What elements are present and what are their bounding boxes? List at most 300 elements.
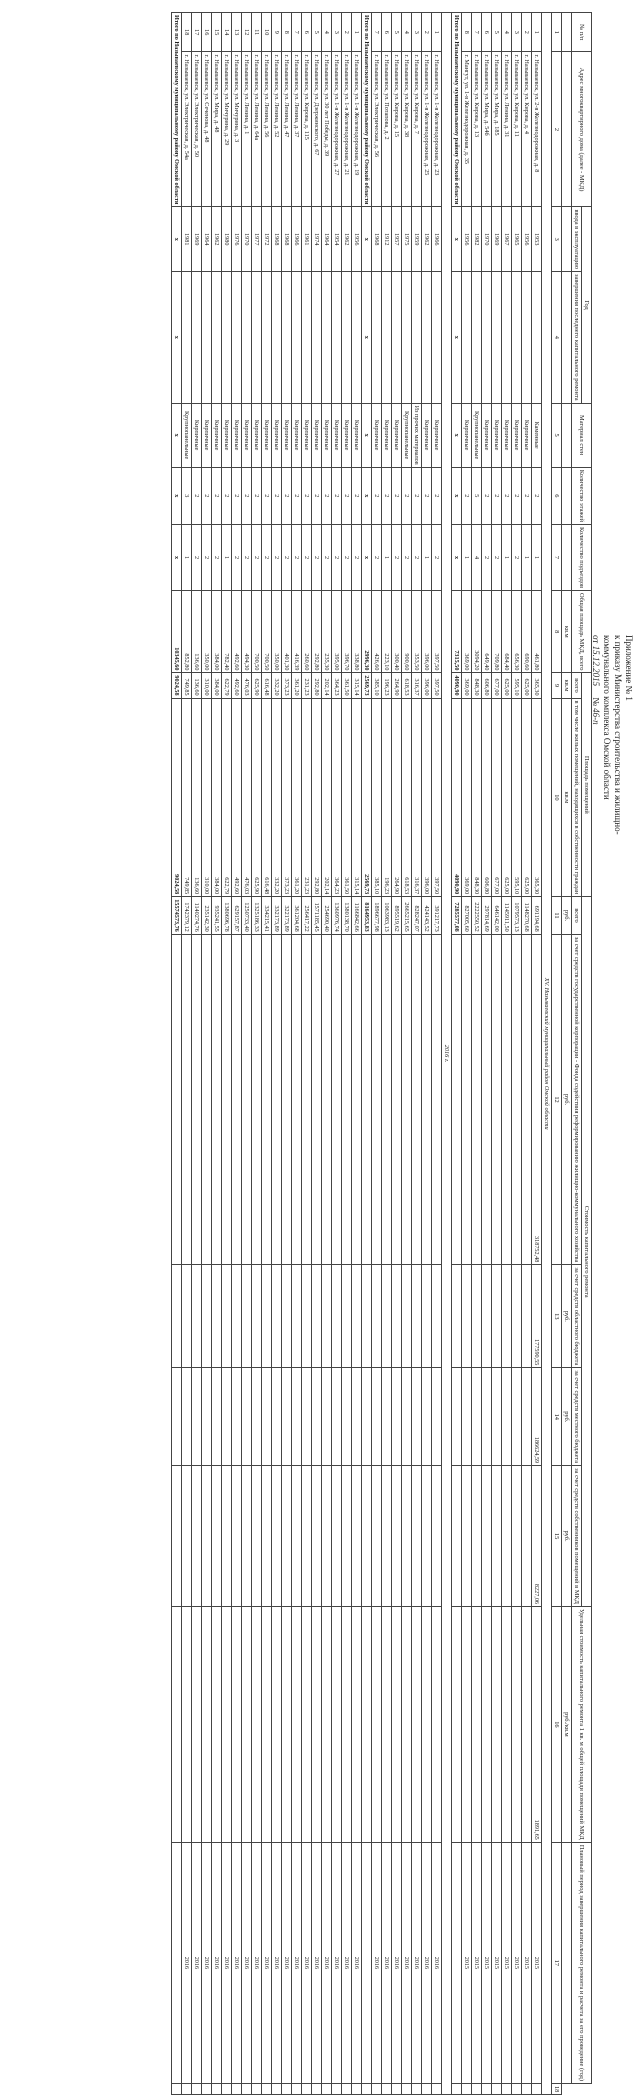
column-numbers-row (552, 13, 562, 2095)
row-number: 14 (222, 13, 232, 52)
row-unit-cost (232, 1607, 242, 1843)
row-year-repair (522, 272, 532, 404)
row-number: 17 (192, 13, 202, 52)
total-area-total: 10345,60 (172, 591, 182, 673)
row-wall: Кирпичные (222, 403, 232, 467)
table-cell (342, 2083, 352, 2094)
row-entrances: 1 (502, 525, 512, 591)
row-year-repair (312, 272, 322, 404)
row-year-repair (302, 272, 312, 404)
column-number: 8 (552, 591, 562, 673)
row-entrances: 2 (242, 525, 252, 591)
row-period: 2016 (212, 1842, 222, 2083)
row-cost-owners (282, 1466, 292, 1607)
col-period: Плановый период завершения капитального ремонта и расчета за его проведение (год) (572, 1842, 592, 2083)
column-number: 12 (552, 934, 562, 1265)
row-cost-local (422, 1368, 432, 1466)
row-cost-fund (472, 934, 482, 1265)
table-cell (222, 2083, 232, 2094)
row-floors: 2 (322, 467, 332, 524)
table-row (472, 13, 482, 2095)
row-year-repair (272, 272, 282, 404)
row-year-built: 1912 (382, 207, 392, 272)
row-cost-total: 235142,30 (202, 897, 212, 934)
row-cost-local (402, 1368, 412, 1466)
table-cell (352, 2083, 362, 2094)
row-area-total: 353,50 (412, 591, 422, 673)
row-area-total: 397,50 (432, 591, 442, 673)
row-year-repair (252, 272, 262, 404)
table-cell: x (452, 272, 462, 404)
column-number: 14 (552, 1368, 562, 1466)
col-floors: Количество этажей (572, 467, 592, 524)
table-cell: x (362, 525, 372, 591)
order-reference: к приказу Министерства строительства и жилищно-коммунального комплекса Омской области (602, 635, 623, 835)
row-area-citizens: 231,23 (302, 698, 312, 897)
row-cost-total: 391217,73 (432, 897, 442, 934)
col-cost-group: Стоимость капитального ремонта (582, 897, 592, 1607)
row-number: 7 (292, 13, 302, 52)
row-entrances: 2 (342, 525, 352, 591)
row-floors: 2 (212, 467, 222, 524)
row-floors: 2 (292, 467, 302, 524)
row-floors: 2 (302, 467, 312, 524)
row-area-all: 264,90 (392, 673, 402, 698)
row-area-all: 625,90 (252, 673, 262, 698)
row-cost-region (312, 1265, 322, 1368)
table-cell (172, 2083, 182, 2094)
table-cell (232, 2083, 242, 2094)
table-cell (172, 934, 182, 1265)
row-area-total: 649,40 (482, 591, 492, 673)
row-wall: Кирпичные (192, 403, 202, 467)
row-cost-owners: 8227,06 (532, 1466, 542, 1607)
row-cost-fund (242, 934, 252, 1265)
row-address: г. Называевск, ул. Сеченова, д. 48 (202, 52, 212, 207)
total-area-total: 7315,50 (452, 591, 462, 673)
row-entrances: 2 (192, 525, 202, 591)
row-area-citizens: 476,03 (242, 698, 252, 897)
row-year-repair (432, 272, 442, 404)
row-cost-total: 361204,68 (292, 897, 302, 934)
row-cost-fund (462, 934, 472, 1265)
row-year-built: 1959 (412, 207, 422, 272)
row-period: 2015 (492, 1842, 502, 2083)
table-cell: x (172, 403, 182, 467)
row-wall: Кирпичные (352, 403, 362, 467)
row-unit-cost: 1891,65 (532, 1607, 542, 1843)
row-floors: 2 (432, 467, 442, 524)
row-cost-region (412, 1265, 422, 1368)
row-address: г. Называевск, ул. Мира, д. 54б (482, 52, 492, 207)
row-cost-fund (512, 934, 522, 1265)
column-number: 1 (552, 13, 562, 52)
row-cost-total: 322173,89 (282, 897, 292, 934)
row-cost-region (252, 1265, 262, 1368)
row-year-built: 1962 (422, 207, 432, 272)
table-row (252, 13, 262, 2095)
row-cost-local (462, 1368, 472, 1466)
table-cell (452, 934, 462, 1265)
row-area-total: 223,10 (382, 591, 392, 673)
row-wall: Кирпичные (282, 403, 292, 467)
table-cell: x (362, 403, 372, 467)
row-area-total: 852,80 (182, 591, 192, 673)
row-wall: Кирпичные (292, 403, 302, 467)
total-label: Итого по Называевскому муниципальному району Омской области (172, 13, 182, 207)
row-year-built: 1967 (502, 207, 512, 272)
row-unit-cost (282, 1607, 292, 1843)
row-cost-region (492, 1265, 502, 1368)
column-number: 13 (552, 1265, 562, 1368)
table-cell (502, 2083, 512, 2094)
row-area-citizens: 625,00 (522, 698, 532, 897)
row-address: г. Называевск, ул. Электрическая, д. 54а (182, 52, 192, 207)
table-row (532, 13, 542, 2095)
row-wall: Кирпичные (422, 403, 432, 467)
row-year-repair (242, 272, 252, 404)
row-cost-total: 1148270,68 (522, 897, 532, 934)
row-cost-owners (252, 1466, 262, 1607)
row-number: 7 (472, 13, 482, 52)
row-area-total: 416,39 (292, 591, 302, 673)
row-floors: 2 (522, 467, 532, 524)
row-cost-local (342, 1368, 352, 1466)
row-cost-region (272, 1265, 282, 1368)
row-number: 16 (202, 13, 212, 52)
row-cost-owners (332, 1466, 342, 1607)
table-row (322, 13, 332, 2095)
row-area-all: 492,60 (232, 673, 242, 698)
row-period: 2016 (202, 1842, 212, 2083)
table-row (302, 13, 312, 2095)
row-year-repair (352, 272, 362, 404)
row-cost-fund (392, 934, 402, 1265)
row-cost-fund (352, 934, 362, 1265)
row-floors: 2 (262, 467, 272, 524)
row-address: г. Называевск, ул. 2-я Железнодорожная, д. 8 (532, 52, 542, 207)
row-cost-owners (392, 1466, 402, 1607)
row-area-all: 202,14 (322, 673, 332, 698)
row-unit-cost (482, 1607, 492, 1843)
table-cell (462, 2083, 472, 2094)
row-year-built: 1982 (472, 207, 482, 272)
row-number: 5 (312, 13, 322, 52)
row-area-all: 618,53 (402, 673, 412, 698)
row-period: 2016 (392, 1842, 402, 2083)
row-area-total: 292,80 (312, 591, 322, 673)
row-wall: Кирпичные (392, 403, 402, 467)
row-unit-cost (522, 1607, 532, 1843)
table-row (412, 13, 422, 2095)
table-cell (242, 2083, 252, 2094)
row-floors: 2 (252, 467, 262, 524)
row-entrances: 4 (472, 525, 482, 591)
table-cell (412, 2083, 422, 2094)
table-row (492, 13, 502, 2095)
row-cost-total: 332173,89 (272, 897, 282, 934)
row-number: 13 (232, 13, 242, 52)
row-year-built: 1972 (262, 207, 272, 272)
row-year-repair (392, 272, 402, 404)
section-title: 2016 г. (442, 13, 452, 2095)
row-area-citizens: 595,10 (512, 698, 522, 897)
row-cost-owners (292, 1466, 302, 1607)
row-cost-total: 254690,40 (322, 897, 332, 934)
table-row (292, 13, 302, 2095)
table-cell (172, 1368, 182, 1466)
row-cost-fund (482, 934, 492, 1265)
row-cost-local (412, 1368, 422, 1466)
row-period: 2016 (222, 1842, 232, 2083)
col-entrances: Количество подъездов (572, 525, 592, 591)
row-unit-cost (472, 1607, 482, 1843)
row-cost-fund (432, 934, 442, 1265)
row-area-total: 656,30 (512, 591, 522, 673)
row-cost-local (202, 1368, 212, 1466)
row-area-total: 136,60 (192, 591, 202, 673)
row-cost-total: 1140274,76 (192, 897, 202, 934)
col-cost-total: всего (572, 897, 582, 934)
row-area-all: 625,00 (502, 673, 512, 698)
row-entrances: 1 (532, 525, 542, 591)
row-number: 6 (482, 13, 492, 52)
row-cost-owners (192, 1466, 202, 1607)
table-row (402, 13, 412, 2095)
row-cost-fund (342, 934, 352, 1265)
row-area-citizens: 622,79 (222, 698, 232, 897)
row-area-all: 315,14 (352, 673, 362, 698)
table-cell (492, 2083, 502, 2094)
total-area-total: 2996,30 (362, 591, 372, 673)
row-year-built: 1956 (462, 207, 472, 272)
row-year-repair (482, 272, 492, 404)
row-cost-fund (282, 934, 292, 1265)
row-cost-local (512, 1368, 522, 1466)
table-cell: x (172, 272, 182, 404)
row-cost-total: 1079573,13 (512, 897, 522, 934)
table-cell (262, 2083, 272, 2094)
row-area-total: 900,60 (402, 591, 412, 673)
row-address: г. Называевск, ул. Ленина, д. 64а (252, 52, 262, 207)
row-cost-region (182, 1265, 192, 1368)
row-wall: Крупнопанельные (402, 403, 412, 467)
row-area-total: 401,30 (282, 591, 292, 673)
total-area-all: 9024,58 (172, 673, 182, 698)
col-wall: Материал стен (572, 403, 592, 467)
column-number: 3 (552, 207, 562, 272)
row-cost-local (302, 1368, 312, 1466)
row-cost-region (472, 1265, 482, 1368)
row-area-total: 396,70 (342, 591, 352, 673)
row-area-citizens: 365,30 (532, 698, 542, 897)
row-cost-local (372, 1368, 382, 1466)
total-label: Итого по Называевскому муниципальному району Омской области (362, 13, 372, 207)
row-entrances: 2 (232, 525, 242, 591)
row-area-citizens: 202,14 (322, 698, 332, 897)
row-year-built: 1964 (322, 207, 332, 272)
row-area-all: 361,50 (342, 673, 352, 698)
row-entrances: 1 (222, 525, 232, 591)
table-row (432, 13, 442, 2095)
row-area-all: 332,20 (272, 673, 282, 698)
row-area-all: 397,50 (432, 673, 442, 698)
row-number: 8 (282, 13, 292, 52)
column-number: 4 (552, 272, 562, 404)
row-cost-owners (182, 1466, 192, 1607)
row-number: 3 (512, 13, 522, 52)
row-unit-cost (262, 1607, 272, 1843)
row-area-total: 260,60 (302, 591, 312, 673)
row-year-built: 1976 (232, 207, 242, 272)
row-wall: Кирпичные (372, 403, 382, 467)
row-period: 2016 (422, 1842, 432, 2083)
row-address: г. Называевск, ул. Мичурина, д. 29 (222, 52, 232, 207)
row-cost-fund: 318752,48 (532, 934, 542, 1265)
row-year-built: 1965 (512, 207, 522, 272)
row-floors: 2 (402, 467, 412, 524)
table-row (282, 13, 292, 2095)
row-year-built: 1966 (292, 207, 302, 272)
row-entrances: 2 (512, 525, 522, 591)
row-address: г. Называевск, ул. Кирова, д. 4 (522, 52, 532, 207)
row-cost-owners (322, 1466, 332, 1607)
row-floors: 2 (342, 467, 352, 524)
row-area-all: 616,48 (262, 673, 272, 698)
row-cost-region (382, 1265, 392, 1368)
table-cell (322, 2083, 332, 2094)
row-floors: 2 (352, 467, 362, 524)
row-year-built: 1962 (212, 207, 222, 272)
table-row (392, 13, 402, 2095)
row-cost-owners (402, 1466, 412, 1607)
row-entrances: 2 (322, 525, 332, 591)
row-wall: Кирпичные (502, 403, 512, 467)
row-number: 1 (432, 13, 442, 52)
row-year-repair (232, 272, 242, 404)
table-cell (452, 1607, 462, 1843)
col-area-all: всего (572, 673, 582, 698)
row-cost-region (232, 1265, 242, 1368)
row-area-citizens: 310,00 (202, 698, 212, 897)
row-address: г. Мангут, ул. 1-я Железнодорожная, д. 35 (462, 52, 472, 207)
register-body (172, 13, 552, 2095)
row-area-all: 476,03 (242, 673, 252, 698)
row-wall: Кирпичные (492, 403, 502, 467)
row-area-all: 231,23 (302, 673, 312, 698)
row-unit-cost (412, 1607, 422, 1843)
row-cost-region (322, 1265, 332, 1368)
row-floors: 2 (422, 467, 432, 524)
row-entrances: 1 (462, 525, 472, 591)
row-year-built: 1964 (202, 207, 212, 272)
row-period: 2016 (332, 1842, 342, 2083)
row-cost-owners (522, 1466, 532, 1607)
table-row (462, 13, 472, 2095)
row-number: 3 (412, 13, 422, 52)
row-period: 2016 (342, 1842, 352, 2083)
row-year-built: 1966 (432, 207, 442, 272)
row-area-citizens: 292,80 (312, 698, 322, 897)
table-row (242, 13, 252, 2095)
row-area-citizens: 385,10 (372, 698, 382, 897)
row-cost-local (522, 1368, 532, 1466)
row-entrances: 2 (302, 525, 312, 591)
row-address: г. Называевск, ул. Кирова, д. 13 (472, 52, 482, 207)
row-period: 2016 (192, 1842, 202, 2083)
row-cost-local (212, 1368, 222, 1466)
row-wall: Кирпичные (432, 403, 442, 467)
row-cost-total: 1380138,70 (342, 897, 352, 934)
row-cost-local (232, 1368, 242, 1466)
section-row (442, 13, 452, 2095)
row-number: 5 (492, 13, 502, 52)
row-area-citizens: 384,00 (212, 698, 222, 897)
row-number: 3 (332, 13, 342, 52)
table-cell: x (362, 467, 372, 524)
row-floors: 2 (462, 467, 472, 524)
row-address: г. Называевск, ул. 1-я Железнодорожная, д. 21 (342, 52, 352, 207)
row-unit-cost (222, 1607, 232, 1843)
row-unit-cost (302, 1607, 312, 1843)
table-row (342, 13, 352, 2095)
row-address: г. Называевск, ул. Потапова, д. 2 (382, 52, 392, 207)
row-area-total: 461,80 (532, 591, 542, 673)
row-address: г. Называевск, ул. Кирова, д. 11 (512, 52, 522, 207)
column-number: 7 (552, 525, 562, 591)
row-year-built: 1968 (282, 207, 292, 272)
table-cell (452, 2083, 462, 2094)
table-cell (332, 2083, 342, 2094)
row-entrances: 2 (432, 525, 442, 591)
row-period: 2016 (382, 1842, 392, 2083)
row-cost-region (422, 1265, 432, 1368)
row-floors: 3 (182, 467, 192, 524)
col-cost-fund: за счет средств государственной корпорации - Фонда содействия реформированию жилищно-коммунального хозяйства (572, 934, 582, 1265)
row-address: г. Называевск, ул. Мира, д. 48 (212, 52, 222, 207)
row-area-citizens: 677,00 (492, 698, 502, 897)
total-row (362, 13, 372, 2095)
row-cost-fund (302, 934, 312, 1265)
table-cell: x (452, 467, 462, 524)
row-cost-owners (232, 1466, 242, 1607)
row-cost-region (282, 1265, 292, 1368)
row-area-total: 300,40 (392, 591, 402, 673)
row-year-built: 1981 (182, 207, 192, 272)
row-cost-owners (422, 1466, 432, 1607)
row-period: 2016 (282, 1842, 292, 2083)
row-cost-region (352, 1265, 362, 1368)
table-cell (172, 1466, 182, 1607)
row-cost-owners (382, 1466, 392, 1607)
table-cell (482, 2083, 492, 2094)
row-area-citizens: 315,14 (352, 698, 362, 897)
row-period: 2015 (462, 1842, 472, 2083)
row-period: 2016 (312, 1842, 322, 2083)
row-cost-total: 1325186,33 (252, 897, 262, 934)
row-unit-cost (322, 1607, 332, 1843)
row-area-total: 492,60 (232, 591, 242, 673)
col-no: № п/п (572, 13, 592, 52)
row-cost-fund (382, 934, 392, 1265)
table-row (232, 13, 242, 2095)
table-cell (172, 1842, 182, 2083)
row-cost-total: 334215,41 (262, 897, 272, 934)
row-number: 4 (322, 13, 332, 52)
table-cell (282, 2083, 292, 2094)
row-address: г. Называевск, ул. Ленина, д. 31 (502, 52, 512, 207)
row-cost-fund (202, 934, 212, 1265)
